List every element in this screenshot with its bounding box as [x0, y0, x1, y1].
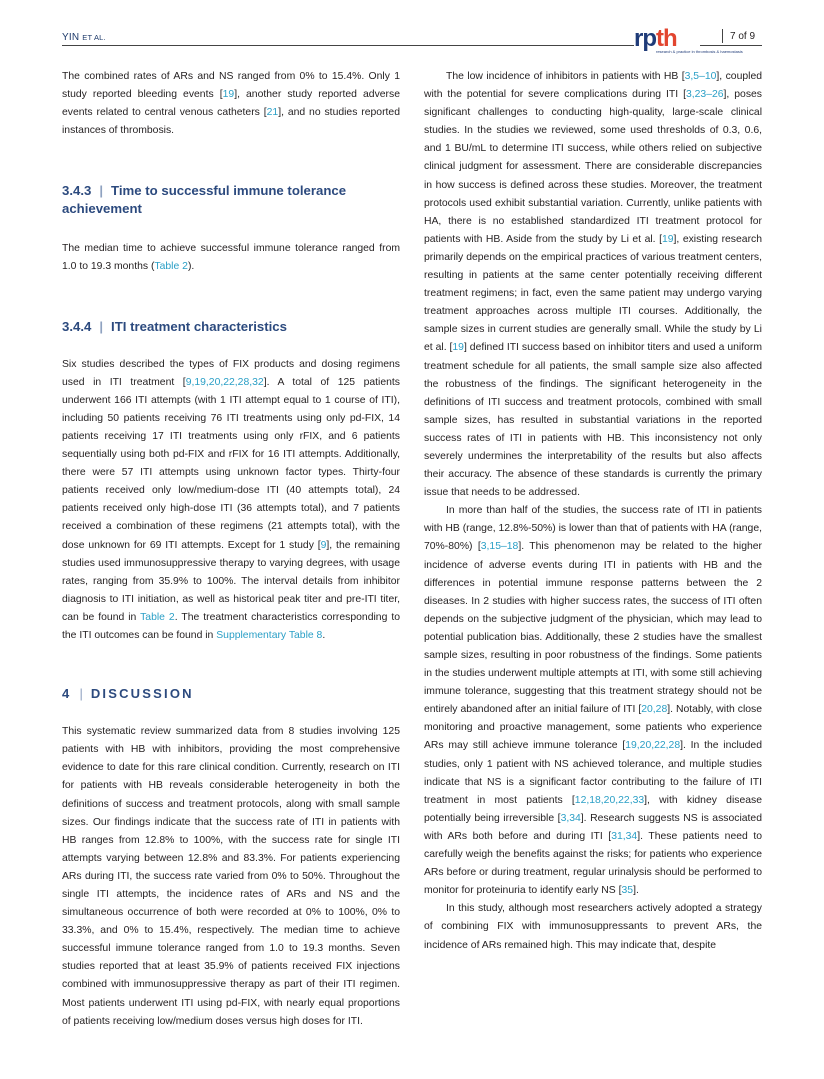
- text: ].: [633, 885, 639, 897]
- paragraph-median-time: [62, 240, 400, 276]
- section-heading-3-4-3: [62, 182, 400, 218]
- citation-link[interactable]: 21: [266, 107, 279, 119]
- citation-link[interactable]: 12,18,20,22,33: [574, 794, 645, 806]
- citation-link[interactable]: 9,19,20,22,28,32: [185, 376, 264, 388]
- section-heading-3-4-4: [62, 318, 400, 336]
- text: .: [322, 629, 326, 641]
- citation-link[interactable]: 19: [452, 342, 464, 354]
- citation-link[interactable]: 19: [661, 233, 674, 245]
- citation-link[interactable]: 20,28: [641, 704, 668, 716]
- page-number: 7 of 9: [730, 31, 756, 42]
- left-column: [62, 68, 400, 1031]
- section-number: 4: [62, 686, 72, 702]
- author-name: YIN: [62, 32, 80, 43]
- header-divider-right: [700, 45, 762, 46]
- paragraph-immunosuppressants: In this study, although most researchers actively adopted a strategy of combining FIX with immunosuppressants to prevent ARs, the incidence of ARs remained high. This may indicate that, despite: [424, 903, 762, 951]
- text: ]. This phenomenon may be related to the higher incidence of adverse events during ITI in patients with HB and the differences in potential immune response patterns between the 2 diseases. In 2 studies with higher success rates, the success of ITI often depends on the subjective judgment of the physician, which may lead to potential publication bias. Additionally, these 2 studies have the smallest sample sizes, resulting in poor robustness of the findings. Some patients in the studies underwent multiple attempts at ITI, with some still achieving immune tolerance, suggesting that this treatment strategy should not be entirely abandoned after an initial failure of ITI [: [424, 541, 762, 716]
- citation-link[interactable]: 31,34: [611, 830, 638, 842]
- supplementary-table-link[interactable]: Supplementary Table 8: [216, 629, 323, 641]
- text: The low incidence of inhibitors in patients with HB [: [446, 71, 685, 82]
- citation-link[interactable]: 3,5–10: [684, 71, 717, 82]
- section-number: 3.4.3: [62, 183, 92, 199]
- citation-link[interactable]: 3,34: [560, 812, 581, 824]
- text: ]. In the included studies, only 1 patient with NS achieved tolerance, and multiple studies indicate that NS is a significant factor contributing to the failure of ITI treatment in most patients [: [424, 740, 762, 806]
- header-divider: [62, 45, 634, 46]
- text: The median time to achieve successful immune tolerance ranged from 1.0 to 19.3 months (: [62, 243, 400, 273]
- section-title: Time to successful immune tolerance achievement: [62, 183, 347, 217]
- citation-link[interactable]: 35: [621, 885, 634, 897]
- text: ]. These patients need to carefully weigh the benefits against the risks; for patients who experience ARs before or during treatment, regular urinalysis should be performed to monitor for proteinuria to identify early NS [: [424, 830, 763, 897]
- text: ], coupled with the potential for severe complications during ITI [: [424, 71, 763, 101]
- logo-subtitle: research & practice in thrombosis & haemostasis: [656, 49, 743, 54]
- citation-link[interactable]: 19: [222, 89, 235, 101]
- table-link[interactable]: Table 2: [154, 261, 188, 273]
- paragraph-heterogeneity: [424, 68, 762, 502]
- text: ], existing research primarily depends on the empirical practices of various treatment centers, resulting in patients at the same center potentially receiving different treatment regimens; in fact, even the same patient may undergo varying treatment approaches across multiple ITI courses. Additionally, the sample sizes in current studies are generally small. While the study by Li et al. [: [424, 233, 762, 354]
- citation-link[interactable]: 3,15–18: [480, 541, 519, 553]
- section-heading-discussion: [62, 685, 400, 703]
- paragraph-success-rate-comparison: [424, 502, 762, 900]
- text: ], another study reported adverse events related to central venous catheters [: [62, 89, 400, 119]
- text: . The treatment characteristics corresponding to the ITI outcomes can be found in: [62, 611, 400, 641]
- right-column: [424, 68, 762, 955]
- text: ] defined ITI success based on inhibitor titers and used a uniform treatment schedule for all patients, the small sample size also affected the robustness of the findings. The significant heterogeneity in the definitions of ITI success and treatment protocols, combined with small sample sizes, has resulted in substantial variations in the reported success rates of ITI in patients with HB. This inconsistency not only severely undermines the interpretability of the results but also affects their accuracy. The absence of these standards is currently the primary issue that needs to be addressed.: [424, 342, 762, 499]
- heading-separator: |: [79, 686, 83, 702]
- section-number: 3.4.4: [62, 318, 92, 334]
- running-header-authors: [62, 32, 106, 43]
- paragraph-discussion-summary: This systematic review summarized data from 8 studies involving 125 patients with HB with inhibitors, providing the most comprehensive evidence to date for this rare clinical condition. Currently, research on ITI for patients with HB reveals considerable heterogeneity in both the definitions of success and treatment protocols, along with small sample sizes. Our findings indicate that the success rate of ITI in patients with HB ranges from 12.8% to 100%, with the success rate for single ITI attempts varying between 12.8% and 83.3%. For patients experiencing ARs during ITI, the success rate varied from 0% to 50%. Throughout the single ITI attempts, the incidence rates of ARs and NS and the simultaneous occurrence of both were recorded at 0% to 100%, 0% to 33.3%, and 0% to 15.4%, respectively. The median time to achieve successful immune tolerance ranged from 1.0 to 19.3 months. Seven studies reported that at least 35.9% of patients received FIX injections combined with immunosuppressive therapy as part of their ITI regimen. Most patients underwent ITI using pd-FIX, with nearly equal proportions of patients receiving low/medium doses versus high doses for ITI.: [62, 726, 400, 1027]
- text: ], the remaining studies used immunosuppressive therapy to varying degrees, with usage rates, ranging from 35.9% to 100%. The interval details from inhibitor diagnosis to ITI initiation, as well as historical peak titer and pre-ITI titer, can be found in: [62, 539, 400, 623]
- logo-rp: rp: [634, 25, 656, 52]
- citation-link[interactable]: 9: [320, 539, 327, 551]
- paragraph-iti-characteristics: [62, 356, 400, 646]
- text: In more than half of the studies, the success rate of ITI in patients with HB (range, 12.8%-50%) is lower than that of patients with HA (range, 70%-80%) [: [424, 505, 762, 553]
- text: ]. Research suggests NS is associated with ARs both before and during ITI [: [424, 812, 762, 842]
- section-title: ITI treatment characteristics: [111, 318, 287, 334]
- paragraph-combined-rates: [62, 68, 400, 140]
- text: The combined rates of ARs and NS ranged from 0% to 15.4%. Only 1 study reported bleeding events [: [62, 71, 400, 101]
- citation-link[interactable]: 3,23–26: [685, 89, 724, 101]
- text: ]. A total of 125 patients underwent 166 ITI attempts (with 1 ITI attempt equal to 1 course of ITI), including 50 patients receiving 76 ITI treatments using only pd-FIX, 14 patients receiving 17 ITI treatments using only rFIX, and 6 patients sequentially using both pd-FIX and rFIX for 16 ITI attempts. Additionally, there were 57 ITI attempts using unknown factor types. Thirty-four patients received only low/medium-dose ITI (40 attempts total), 24 patients received only high-dose ITI (36 attempts total), and 7 patients received a combination of these regimens (21 attempts total), with the dose unknown for 69 ITI attempts. Except for 1 study [: [62, 376, 400, 551]
- citation-link[interactable]: 19,20,22,28: [625, 740, 681, 752]
- text: ], with kidney disease potentially being irreversible [: [424, 794, 763, 824]
- text: ], and no studies reported instances of thrombosis.: [62, 107, 400, 137]
- page-number-separator: [722, 29, 723, 43]
- text: ).: [187, 261, 195, 273]
- text: ], poses significant challenges to conducting high-quality, large-scale clinical studies. In the studies we reviewed, some used thresholds of 0.3, 0.6, and 1 BU/mL to determine ITI success, while others relied on subjective clinical judgment for assessment. There are considerable discrepancies in how success is defined across these studies. Moreover, the treatment protocols used exhibit substantial variation. Currently, unlike patients with HA, there is no established standardized ITI treatment protocol for patients with HB. Aside from the study by Li et al. [: [424, 89, 762, 245]
- author-suffix: ET AL.: [82, 33, 106, 42]
- text: Six studies described the types of FIX products and dosing regimens used in ITI treatment [: [62, 358, 400, 388]
- heading-separator: |: [99, 318, 104, 334]
- logo-th: th: [656, 25, 677, 52]
- table-link[interactable]: Table 2: [140, 611, 175, 623]
- text: ]. Notably, with close monitoring and proactive management, some patients who experience ARs may still achieve immune tolerance [: [424, 704, 762, 752]
- heading-separator: |: [99, 183, 104, 199]
- section-title: DISCUSSION: [90, 686, 194, 702]
